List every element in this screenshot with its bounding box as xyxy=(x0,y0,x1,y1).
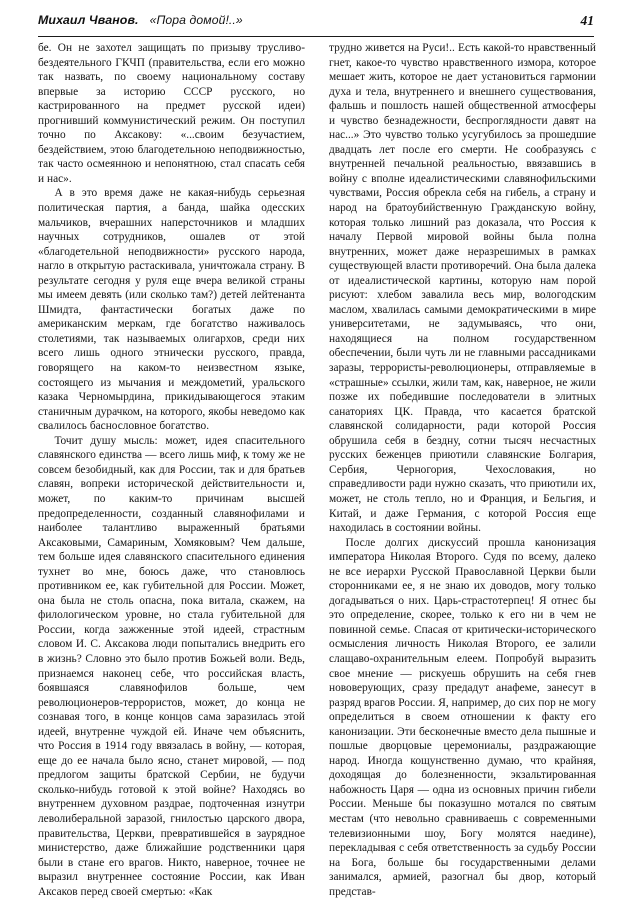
body-columns xyxy=(38,41,596,898)
running-head-left xyxy=(38,13,243,27)
paragraph: бе. Он не захотел защищать по призыву трусливо-бездеятельного ГКЧП (правительства, если его можно так назвать, по своему национальному составу впервые за историю СССР русского, но кастрированного на предмет русской идеи) прогнивший коммунистический режим. Он поступил точно по Аксакову: «...своим безучастием, бездействием, этою благодетельною неподвижностью, так часто осмеянною и непонятною, стал спасать себя и нас». xyxy=(38,42,305,185)
paragraph: А в это время даже не какая-нибудь серьезная политическая партия, а банда, шайка одесских мальчиков, вчерашних наперсточников и младших научных сотрудников, ошалев от этой «благодетельной неподвижности» русского народа, нагло в открытую растаскивала, уничтожала страну. В результате сегодня у руля еще вчера великой страны мы имеем девять (или сколько там?) детей лейтенанта Шмидта, фантастически богатых даже по американским меркам, где богатство наживалось столетиями, так называемых олигархов, среди них всего лишь одного этнически русского, правда, говорящего на каком-то неизвестном языке, состоящего из мычания и междометий, уральского казака Черномырдина, прикидывающегося этаким станичным дурачком, на которого, якобы неведомо как свалилось баснословное богатство. xyxy=(38,187,305,433)
paragraph: Точит душу мысль: может, идея спасительного славянского единства — всего лишь миф, к тому же не совсем безобидный, как для России, так и для братьев славян, вопреки исторической действительности и, может, по каким-то причинам высшей предопределенности, созданный славянофилами и наиболее талантливо выраженный братьями Аксаковыми, Самариным, Хомяковым? Чем дальше, тем больше идея славянского спасительного единения тухнет во мне, боюсь даже, что становлюсь противником ее, как губительной для России. Может, она была не столь опасна, пока витала, скажем, на филологическом уровне, но стала губительной для России, когда зажженные этой идеей, страстным словом И. С. Аксакова люди попытались внедрить его в жизнь? Словно это было против Божьей воли. Ведь, признаемся наконец себе, что российская власть, боявшаяся славянофилов больше, чем революционеров-террористов, может, до конца не сознавая того, в конце концов сама заразилась этой идеей, внутренне чуждой ей. Иначе чем объяснить, что Россия в 1914 году ввязалась в войну, — которая, еще до ее начала было ясно, станет мировой, — под предлогом защиты братской Сербии, не будучи сколько-нибудь готовой к этой войне? Находясь во внутреннем духовном раздрае, подточенная изнутри леволиберальной заразой, гнилостью царского двора, правительства, Церкви, превратившейся в заурядное министерство, даже ближайшие родственники царя были в стане его врагов. Никто, наверное, точнее не выразил внутреннее состояние России, как Иван Аксаков перед своей смертью: «Как xyxy=(38,434,305,898)
paragraph: После долгих дискуссий прошла канонизация императора Николая Второго. Судя по всему, далеко не все иерархи Русской Православной Церкви были сторонниками ее, я не знаю их доводов, могу только догадываться о них. Царь-страстотерпец! Я отнес бы это определение, скорее, только к его ни в чем не повинной семье. Спасая от критически-исторического осмысления личность Николая Второго, ее залили слащаво-охранительным елеем. Попробуй выразить свое мнение — рискуешь обрушить на себя гнев нововерующих, сразу предадут анафеме, занесут в разряд врагов России. Я, например, до сих пор не могу определиться в своем отношении к факту его канонизации. Эти бесконечные вместо дела пышные и пошлые дворцовые церемониалы, раздражающие народ. Иногда кощунственно думаю, что крайняя, доходящая до болезненности, экзальтированная набожность Царя — одна из основных причин гибели России. Меньше бы показушно мотался по святым местам (что невольно сравниваешь с современными телевизионными шоу, Богу молятся наедине), перекладывая с себя ответственность за судьбу России на Бога, больше бы государственными делами занимался, армией, разогнал бы двор, который представ- xyxy=(329,536,596,898)
running-head-work-title: «Пора домой!..» xyxy=(149,13,243,27)
paragraph: трудно живется на Руси!.. Есть какой-то нравственный гнет, какое-то чувство нравственного измора, которое мешает жить, которое не дает установиться гармонии духа и тела, внутреннего и внешнего существования, фальшь и пошлость нашей общественной атмосферы и чувство безнадежности, беспроглядности давят на нас...» Это чувство только усугубилось за прошедшие двадцать лет после его смерти. Не сообразуясь с внутренней печальной реальностью, ввязавшись в войну с вполне идеалистическими славянофильскими чувствами, Россия обрекла себя на гибель, а страну и народ на братоубийственную Гражданскую войну, которая только лишний раз доказала, что Россия к началу Первой мировой войны была полна внутренних, может даже неразрешимых в рамках существующей власти противоречий. Она была далека от идеалистической картины, которую нам порой рисуют: хлебом завалила весь мир, вологодским маслом, хвалилась самыми демократическими в мире университетами, не задумываясь, что они, находящиеся на полном государственном обеспечении, были чуть ли не главными рассадниками заразы, террористы-революционеры, отправляемые в «страшные» ссылки, жили там, как, наверное, не жили позже их победившие последователи в элитных санаториях ЦК. Правда, что касается братской славянской солидарности, ради которой Россия обрушила себя в бездну, сотни тысяч несчастных русских беженцев приютили славянские Болгария, Сербия, Черногория, Чехословакия, но справедливости ради нужно сказать, что приютили их, может, не столь тепло, но и Франция, и Бельгия, и Китай, и даже Германия, с которой Россия еще находилась в состоянии войны. xyxy=(329,42,596,535)
running-head xyxy=(38,13,594,37)
running-head-author: Михаил Чванов. xyxy=(38,13,139,27)
column-right xyxy=(329,41,596,898)
column-left xyxy=(38,41,305,898)
page-number: 41 xyxy=(580,13,594,28)
